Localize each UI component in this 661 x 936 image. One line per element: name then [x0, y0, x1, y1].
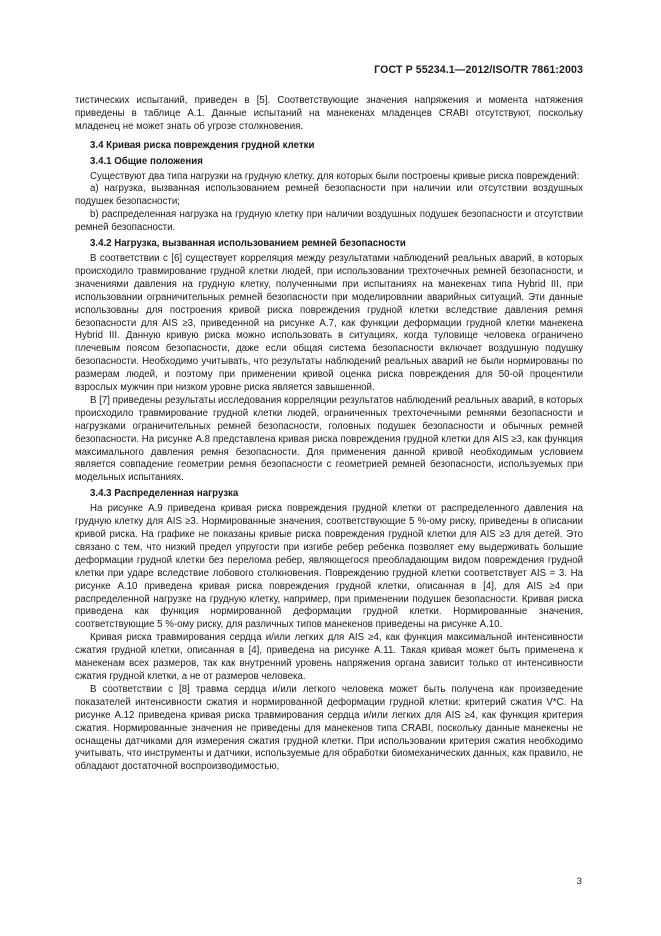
continued-paragraph: тистических испытаний, приведен в [5]. Соответствующие значения напряжения и момента натяжения приведены в таблице А.1. Данные испытаний на манекенах младенцев CRABI отсутствуют, поскольку младенец не может знать об угрозе столкновения.	[75, 95, 583, 132]
page-number: 3	[576, 876, 582, 887]
paragraph-distributed-load-2: Кривая риска травмирования сердца и/или легких для AIS ≥4, как функция максимальной интенсивности сжатия грудной клетки, описанная в [4], приведена на рисунке А.11. Такая кривая может быть применена к манекенам всех размеров, так как внутренний уровень напряжения органа зависит только от интенсивности сжатия грудной клетки, а не от размеров человека.	[75, 632, 583, 682]
subsection-heading-3-4-1: 3.4.1 Общие положения	[90, 155, 203, 167]
paragraph-distributed-load-3: В соответствии с [8] травма сердца и/или легкого человека может быть получена как произведение показателей интенсивности сжатия и нормированной деформации грудной клетки: критерий сжатия V*C. На рисунке А.12 приведена кривая риска травмирования сердца и/или легких для AIS ≥4, как функция критерия сжатия. Нормированные значения не приведены для манекенов типа CRABI, поскольку данные манекены не оснащены датчиками для измерения сжатия грудной клетки. При использовании критерия сжатия необходимо учитывать, что инструменты и датчики, используемые для обработки биомеханических данных, как правило, не обладают достаточной воспроизводимостью,	[75, 683, 583, 773]
paragraph-load-types: Существуют два типа нагрузки на грудную клетку, для которых были построены кривые риска повреждений:	[90, 170, 580, 182]
paragraph-belt-load-1: В соответствии с [6] существует корреляция между результатами наблюдений реальных аварий, в которых происходило травмирование грудной клетки людей, при использовании трехточечных ремней безопасности, и значениями давления на грудную клетку, полученными при испытаниях на манекенах типа Hybrid III, при использовании ограничительных ремней безопасности при моделировании аварийных ситуаций. Эти данные использованы для построения кривой риска повреждения грудной клетки вследствие давления ремня безопасности для AIS ≥3, приведенной на рисунке А.7, как функции деформации грудной клетки манекена Hybrid III. Данную кривую риска можно использовать в ситуациях, когда туловище человека ограничено плечевым поясом безопасности, даже если общая система безопасности включает воздушную подушку безопасности. Необходимо учитывать, что результаты наблюдений реальных аварий не были нормированы по размерам людей, и поэтому при применении кривой оценка риска повреждения для 50-ой процентили взрослых мужчин при низком уровне риска является завышенной.	[75, 252, 583, 394]
list-item-a: a) нагрузка, вызванная использованием ремней безопасности при наличии или отсутствии воздушных подушек безопасности;	[75, 183, 583, 208]
subsection-heading-3-4-3: 3.4.3 Распределенная нагрузка	[90, 488, 239, 500]
list-item-b: b) распределенная нагрузка на грудную клетку при наличии воздушных подушек безопасности и отсутствии ремней безопасности.	[75, 209, 583, 234]
subsection-heading-3-4-2: 3.4.2 Нагрузка, вызванная использованием ремней безопасности	[90, 238, 406, 250]
section-heading-3-4: 3.4 Кривая риска повреждения грудной клетки	[90, 139, 315, 151]
standard-header: ГОСТ Р 55234.1—2012/ISO/TR 7861:2003	[374, 64, 583, 76]
paragraph-belt-load-2: В [7] приведены результаты исследования корреляции результатов наблюдений реальных аварий, в которых происходило травмирование грудной клетки людей, ограниченных трехточечными ремнями безопасности и нагрузками ограничительных ремней безопасности, головных подушек безопасности и обычных ремней безопасности. На рисунке А.8 представлена кривая риска повреждения грудной клетки для AIS ≥3, как функция максимального давления ремня безопасности. Для применения данной кривой необходимым условием является совпадение геометрии ремня безопасности с геометрией ремней безопасности, используемых при модельных испытаниях.	[75, 394, 583, 484]
page-body	[75, 95, 583, 774]
paragraph-distributed-load-1: На рисунке А.9 приведена кривая риска повреждения грудной клетки от распределенного давления на грудную клетку для AIS ≥3. Нормированные значения, соответствующие 5 %-ому риску, приведены в описании кривой риска. На графике не показаны кривые риска повреждения грудной клетки для AIS ≥3 для детей. Это связано с тем, что низкий предел упругости при изгибе ребер ребенка позволяет ему выдерживать большие деформации грудной клетки без перелома ребер, являющегося преобладающим видом повреждения грудной клетки при ударе вследствие лобового столкновения. Повреждению грудной клетки соответствует AIS = 3. На рисунке А.10 приведена кривая риска повреждения грудной клетки, описанная в [4], для AIS ≥4 при распределенной нагрузке на грудную клетку, например, при применении подушек безопасности. Кривая риска приведена как функция нормированной деформации грудной клетки. Нормированные значения, соответствующие 5 %-ому риску, для различных типов манекенов приведены на рисунке А.10.	[75, 503, 583, 631]
